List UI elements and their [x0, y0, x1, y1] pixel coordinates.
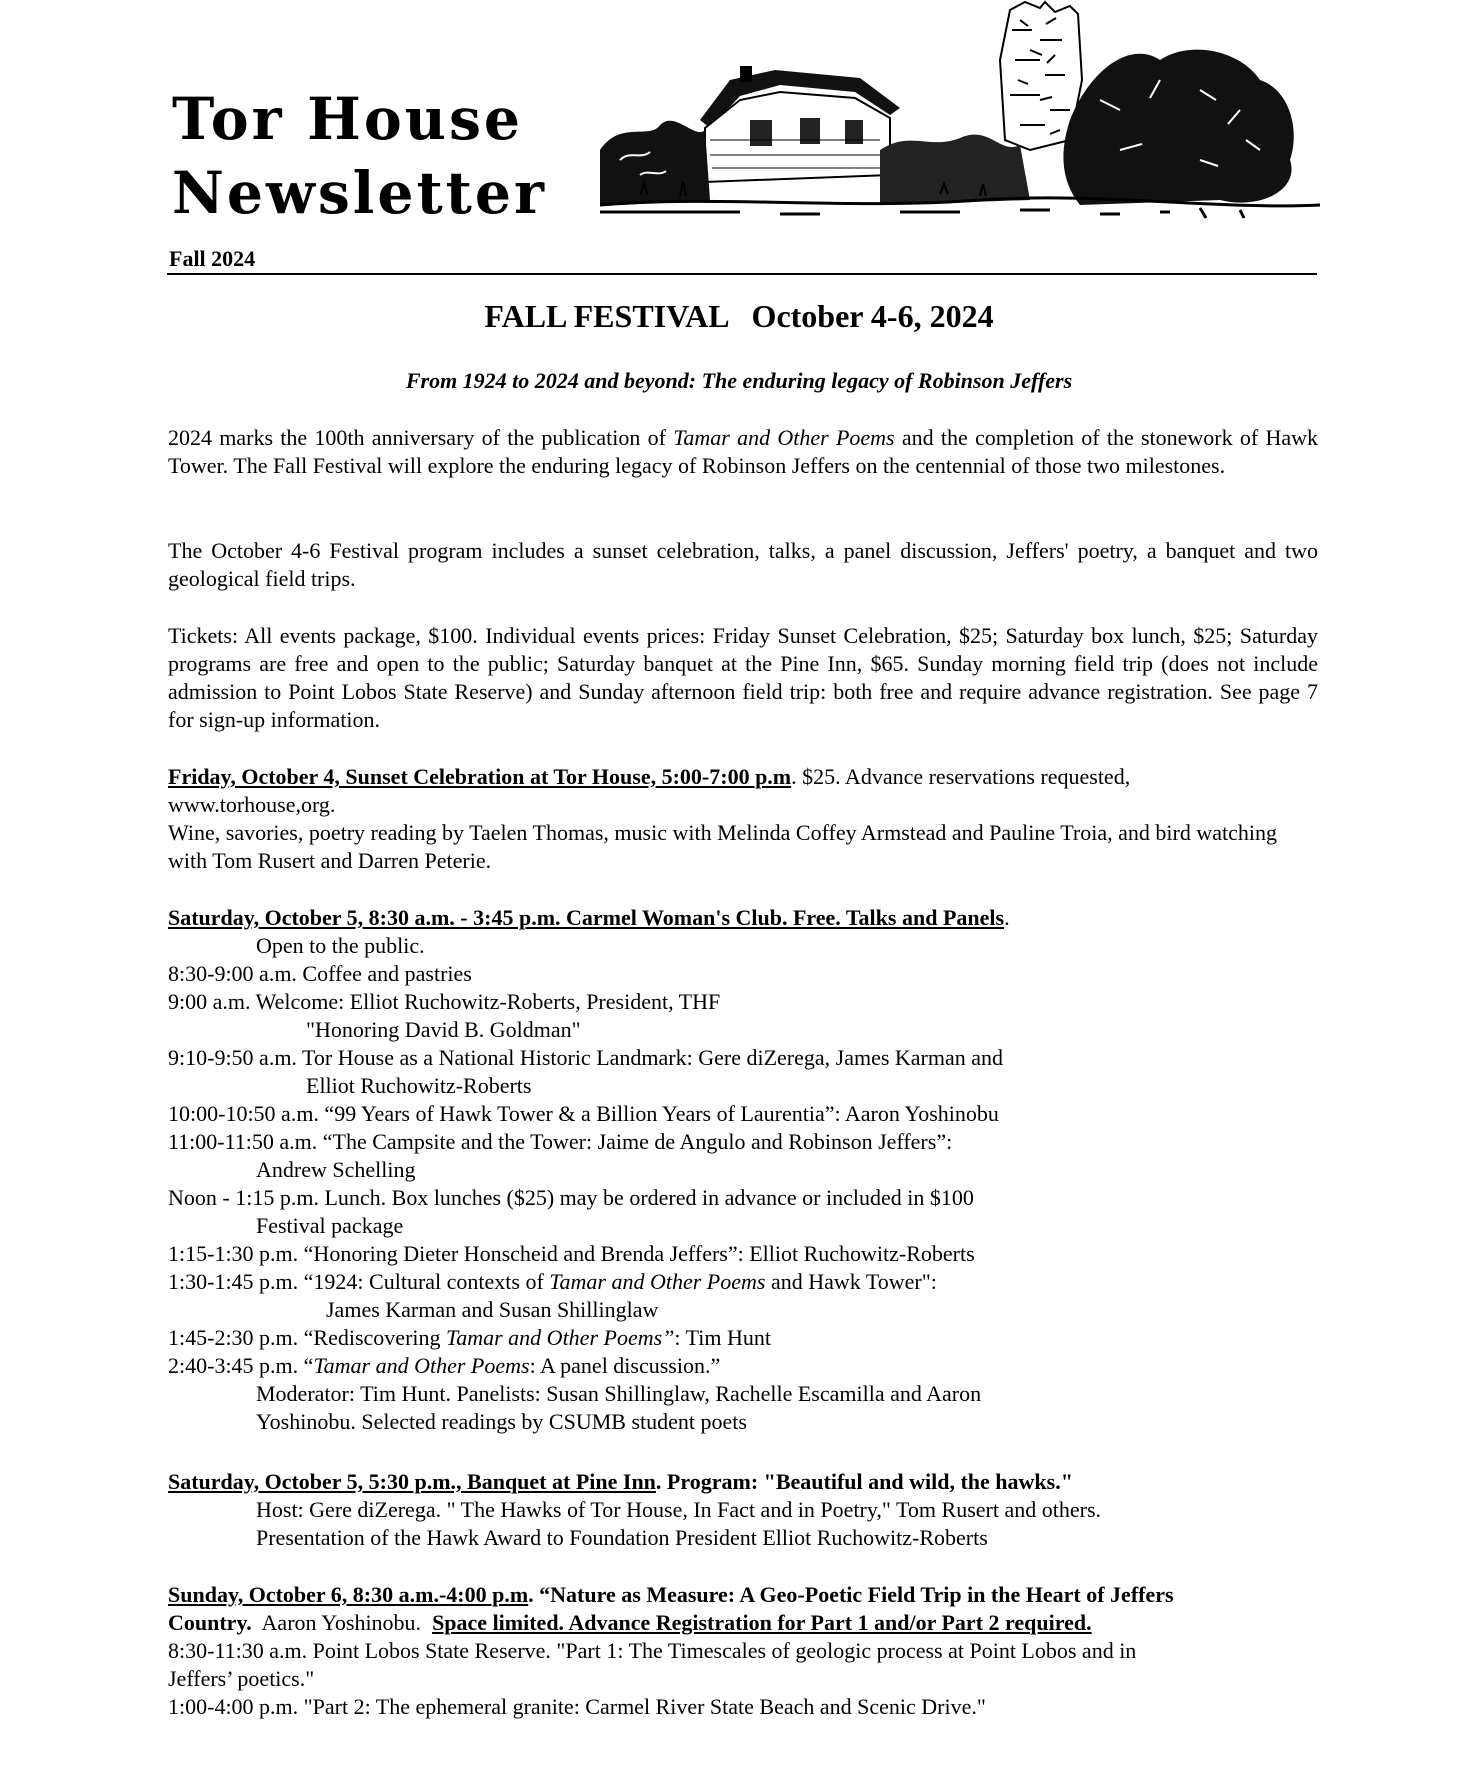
intro-p1-text-a: 2024 marks the 100th anniversary of the publication of [168, 425, 674, 450]
sunday-section [168, 1581, 1318, 1721]
s9-book-title: Tamar and Other Poems” [446, 1325, 675, 1350]
sunday-title: . “Nature as Measure: A Geo-Poetic Field Trip in the Heart of Jeffers [528, 1582, 1174, 1607]
schedule-item-cont: Yoshinobu. Selected readings by CSUMB student poets [256, 1409, 747, 1434]
friday-heading: Friday, October 4, Sunset Celebration at Tor House, 5:00-7:00 p.m [168, 764, 792, 789]
schedule-item [168, 1324, 1318, 1352]
schedule-item [168, 1352, 1318, 1380]
sunday-part2: 1:00-4:00 p.m. "Part 2: The ephemeral granite: Carmel River State Beach and Scenic Drive." [168, 1694, 986, 1719]
sunday-leader: Aaron Yoshinobu. [251, 1610, 433, 1635]
banquet-host: Host: Gere diZerega. " The Hawks of Tor House, In Fact and in Poetry," Tom Rusert and others. [256, 1497, 1102, 1522]
friday-url: www.torhouse,org. [168, 792, 336, 817]
banquet-program: . Program: "Beautiful and wild, the hawks." [655, 1469, 1073, 1494]
schedule-item-cont: Festival package [256, 1213, 404, 1238]
masthead-title-line1: Tor House [172, 85, 523, 153]
friday-section [168, 763, 1318, 875]
sunday-part1-cont: Jeffers’ poetics." [168, 1666, 315, 1691]
intro-paragraph-1 [168, 424, 1318, 480]
banquet-section [168, 1468, 1318, 1552]
s8-book-title: Tamar and Other Poems [549, 1269, 766, 1294]
s9-text-b: : Tim Hunt [674, 1325, 772, 1350]
masthead-title [172, 82, 623, 230]
schedule-item-cont: Andrew Schelling [256, 1157, 416, 1182]
s10-text-b: : A panel discussion.” [529, 1353, 721, 1378]
intro-p1-text-b: and the completion of the stonework of Hawk Tower. The Fall Festival will explore the enduring legacy of Robinson Jeffers on the centennial of those two milestones. [168, 425, 1318, 478]
intro-paragraph-2: The October 4-6 Festival program includes a sunset celebration, talks, a panel discussion, Jeffers' poetry, a banquet and two geological field trips. [168, 538, 1318, 591]
schedule-item-cont: Elliot Ruchowitz-Roberts [306, 1073, 532, 1098]
sunday-heading: Sunday, October 6, 8:30 a.m.-4:00 p.m [168, 1582, 529, 1607]
schedule-item: 9:10-9:50 a.m. Tor House as a National Historic Landmark: Gere diZerega, James Karman and [168, 1045, 1004, 1070]
saturday-open-note: Open to the public. [256, 933, 425, 958]
schedule-item-cont: "Honoring David B. Goldman" [306, 1017, 581, 1042]
festival-subtitle: From 1924 to 2024 and beyond: The enduring legacy of Robinson Jeffers [405, 368, 1073, 393]
s8-text-b: and Hawk Tower": [765, 1269, 937, 1294]
banquet-award: Presentation of the Hawk Award to Foundation President Elliot Ruchowitz-Roberts [256, 1525, 988, 1550]
s9-text-a: 1:45-2:30 p.m. “Rediscovering [168, 1325, 447, 1350]
intro-paragraph-tickets: Tickets: All events package, $100. Individual events prices: Friday Sunset Celebration, $25; Saturday box lunch, $25; Saturday programs are free and open to the public; Saturday banquet at the Pine Inn, $65. Sunday morning field trip (does not include admission to Point Lobos State Reserve) and Sunday afternoon field trip: both free and require advance registration. See page 7 for sign-up information. [168, 623, 1318, 732]
saturday-heading: Saturday, October 5, 8:30 a.m. - 3:45 p.m. Carmel Woman's Club. Free. Talks and Panels [168, 905, 1005, 930]
schedule-item: 8:30-9:00 a.m. Coffee and pastries [168, 961, 472, 986]
s8-text-a: 1:30-1:45 p.m. “1924: Cultural contexts of [168, 1269, 550, 1294]
s10-book-title: Tamar and Other Poems [313, 1353, 530, 1378]
tor-house-illustration [600, 0, 1320, 250]
schedule-item: 1:15-1:30 p.m. “Honoring Dieter Honscheid and Brenda Jeffers”: Elliot Ruchowitz-Roberts [168, 1241, 975, 1266]
banquet-heading: Saturday, October 5, 5:30 p.m., Banquet at Pine Inn [168, 1469, 656, 1494]
intro-p1-book-title: Tamar and Other Poems [673, 425, 895, 450]
saturday-section [168, 904, 1318, 1436]
festival-title-dates: October 4-6, 2024 [751, 298, 994, 334]
schedule-item [168, 1268, 1318, 1296]
issue-date: Fall 2024 [169, 246, 256, 271]
schedule-item: 9:00 a.m. Welcome: Elliot Ruchowitz-Roberts, President, THF [168, 989, 721, 1014]
sunday-part1: 8:30-11:30 a.m. Point Lobos State Reserve. "Part 1: The Timescales of geologic process at Point Lobos and in [168, 1638, 1137, 1663]
festival-title [0, 298, 1478, 335]
schedule-item: 11:00-11:50 a.m. “The Campsite and the Tower: Jaime de Angulo and Robinson Jeffers”: [168, 1129, 953, 1154]
s10-text-a: 2:40-3:45 p.m. “ [168, 1353, 314, 1378]
saturday-heading-end: . [1004, 905, 1010, 930]
schedule-item: Noon - 1:15 p.m. Lunch. Box lunches ($25) may be ordered in advance or included in $100 [168, 1185, 974, 1210]
header-divider [167, 273, 1317, 275]
schedule-item: 10:00-10:50 a.m. “99 Years of Hawk Tower & a Billion Years of Laurentia”: Aaron Yoshinobu [168, 1101, 999, 1126]
friday-price-note: . $25. Advance reservations requested, [791, 764, 1131, 789]
festival-title-name: FALL FESTIVAL [484, 298, 730, 334]
schedule-item-cont: Moderator: Tim Hunt. Panelists: Susan Shillinglaw, Rachelle Escamilla and Aaron [256, 1381, 982, 1406]
schedule-item-cont: James Karman and Susan Shillinglaw [326, 1297, 659, 1322]
sunday-country: Country. [168, 1610, 252, 1635]
friday-details: Wine, savories, poetry reading by Taelen Thomas, music with Melinda Coffey Armstead and Pauline Troia, and bird watching with Tom Rusert and Darren Peterie. [168, 820, 1277, 873]
sunday-registration-note: Space limited. Advance Registration for Part 1 and/or Part 2 required. [432, 1610, 1092, 1635]
masthead-title-line2: Newsletter [172, 159, 547, 227]
